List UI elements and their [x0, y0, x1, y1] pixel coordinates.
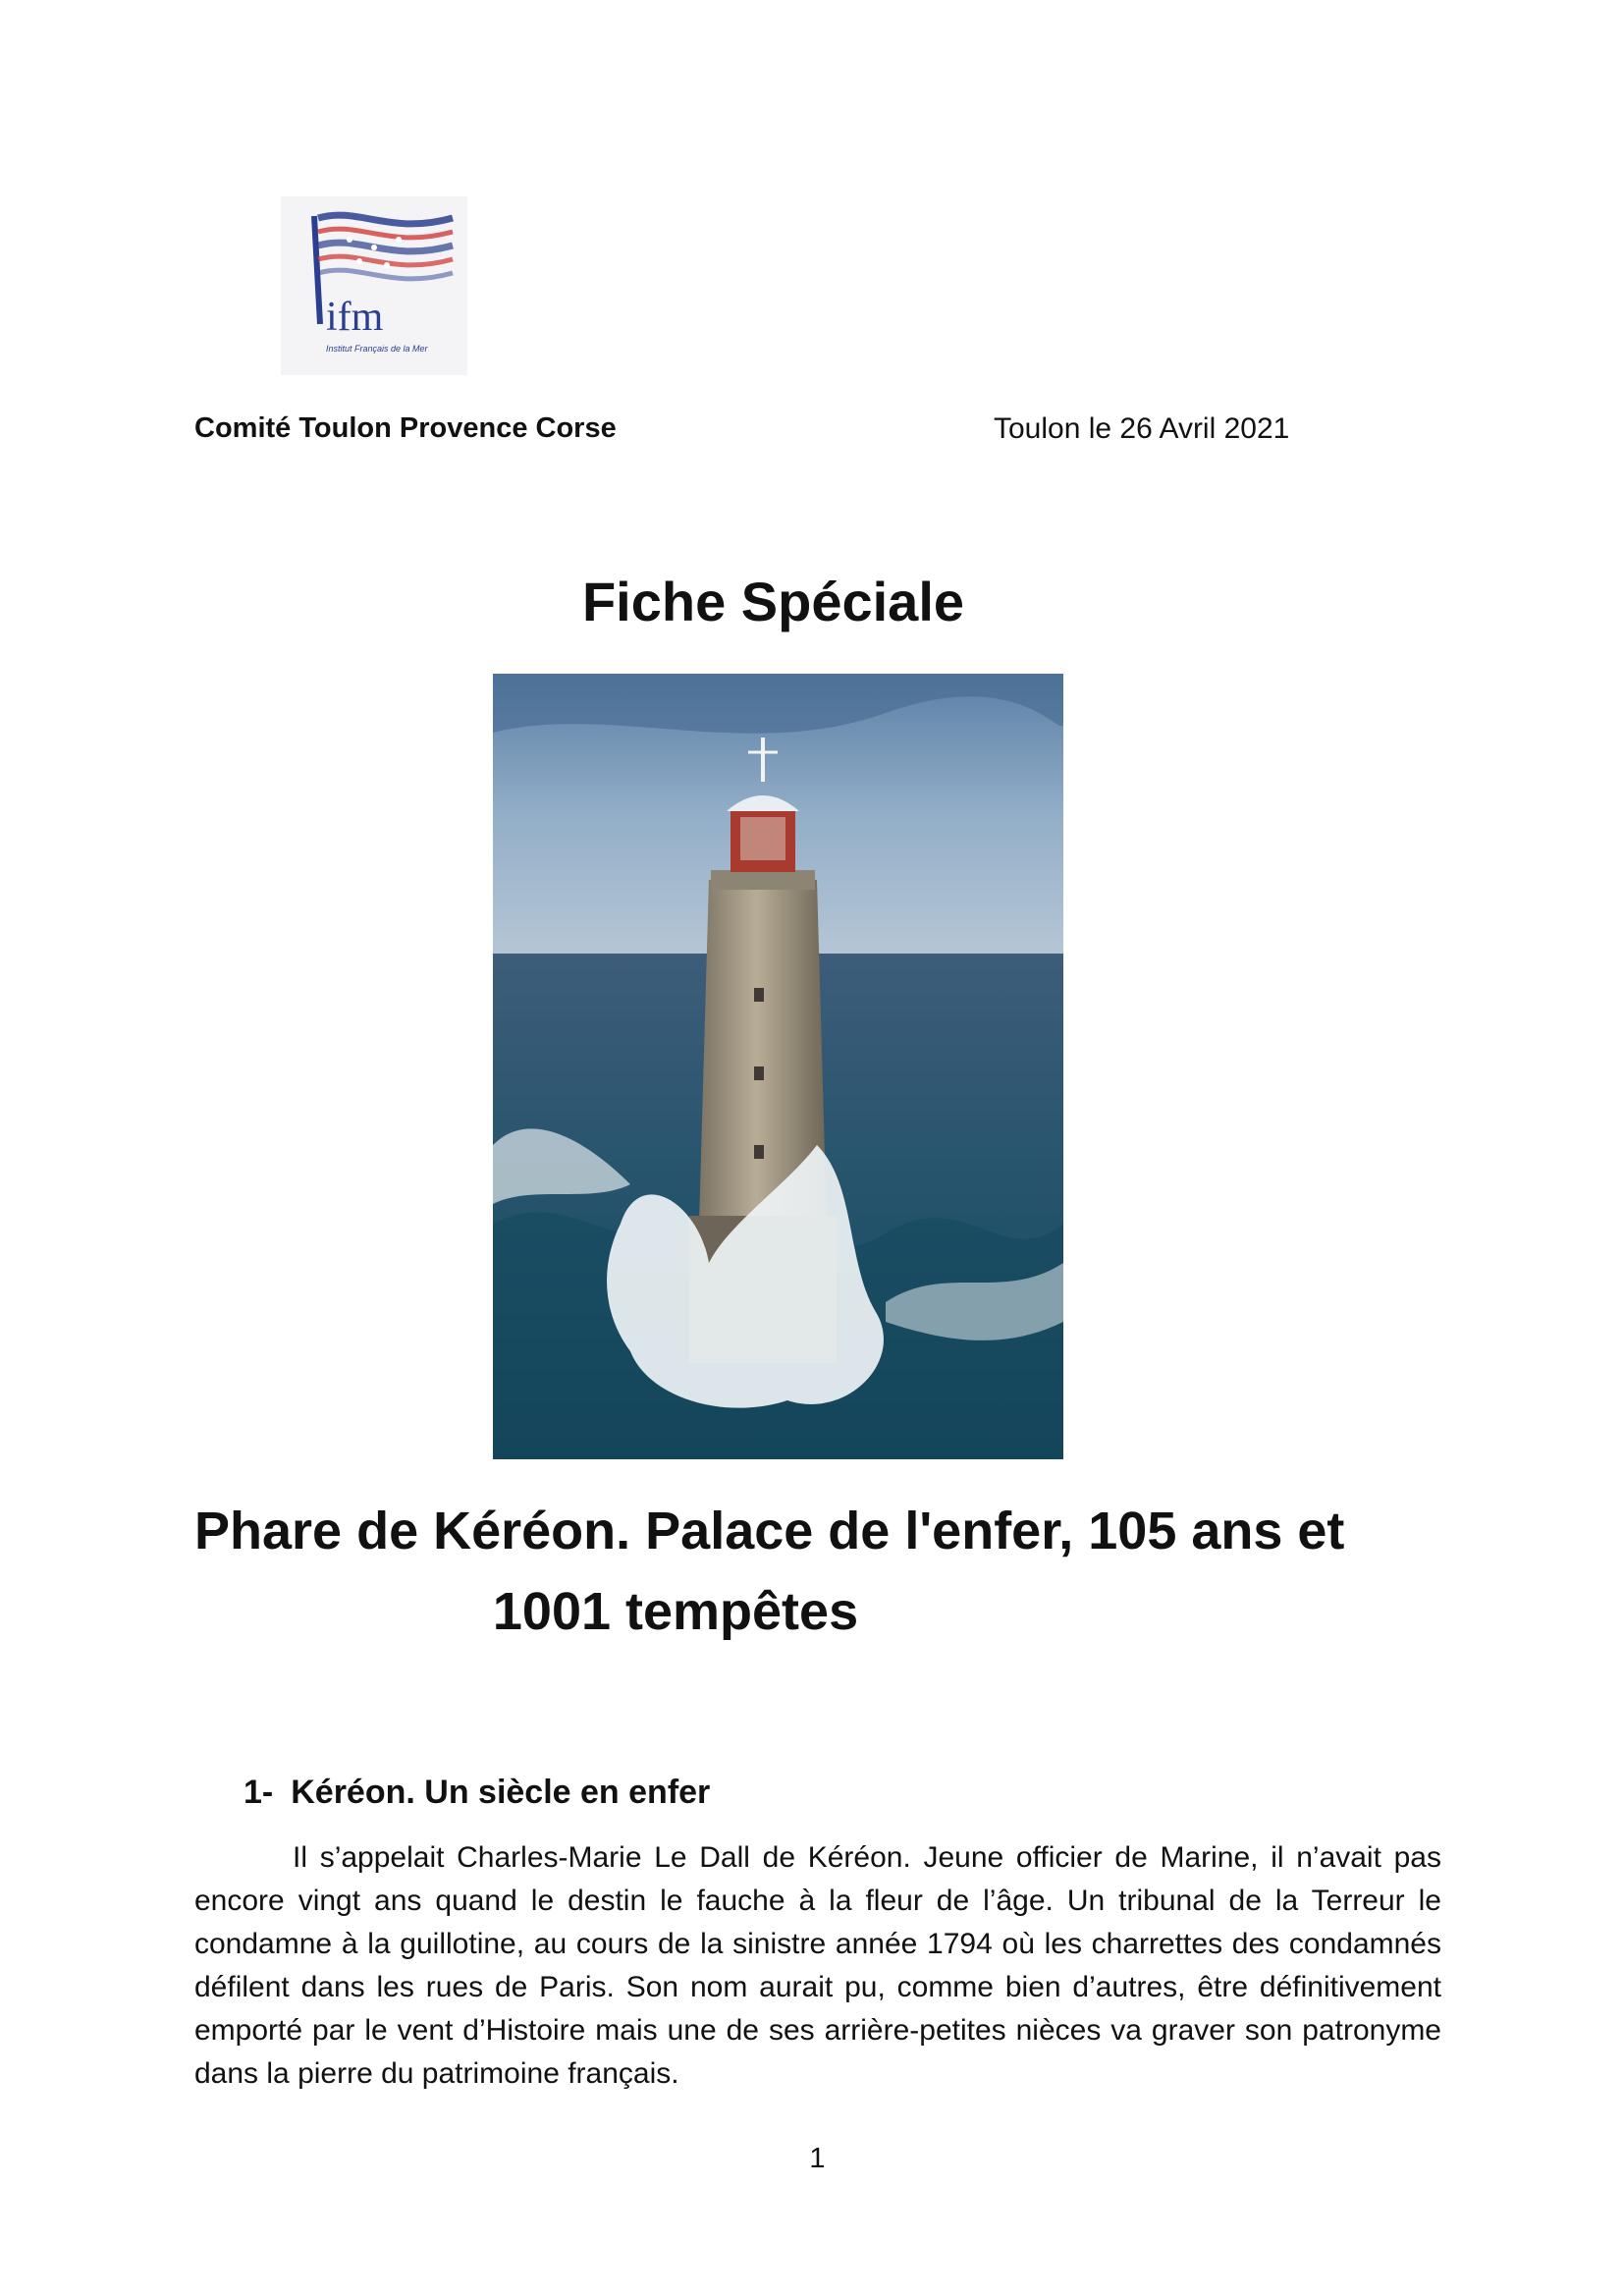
logo-text: ifm	[326, 295, 384, 340]
page-title: Fiche Spéciale	[581, 571, 965, 632]
section-heading	[243, 1774, 710, 1812]
article-heading-line2: 1001 tempêtes	[492, 1582, 859, 1641]
committee-name: Comité Toulon Provence Corse	[194, 412, 617, 444]
page-number: 1	[809, 2143, 826, 2174]
lighthouse-photo	[493, 674, 1063, 1459]
article-heading-line1: Phare de Kéréon. Palace de l'enfer, 105 ans et	[194, 1502, 1345, 1560]
article-heading	[194, 1491, 1353, 1652]
document-date: Toulon le 26 Avril 2021	[994, 412, 1290, 445]
section-title: Kéréon. Un siècle en enfer	[291, 1774, 711, 1811]
section-paragraph: Il s’appelait Charles-Marie Le Dall de Kéréon. Jeune officier de Marine, il n’avait pas encore vingt ans quand le destin le fauche à la fleur de l’âge. Un tribunal de la Terreur le condamne à la guillotine, au cours de la sinistre année 1794 où les charrettes des condamnés défilent dans les rues de Paris. Son nom aurait pu, comme bien d’autres, être définitivement emporté par le vent d’Histoire mais une de ses arrière-petites nièces va graver son patronyme dans la pierre du patrimoine français.	[194, 1841, 1441, 2090]
ifm-logo	[281, 196, 467, 375]
section-number: 1-	[243, 1774, 274, 1811]
logo-subtitle: Institut Français de la Mer	[326, 344, 428, 354]
